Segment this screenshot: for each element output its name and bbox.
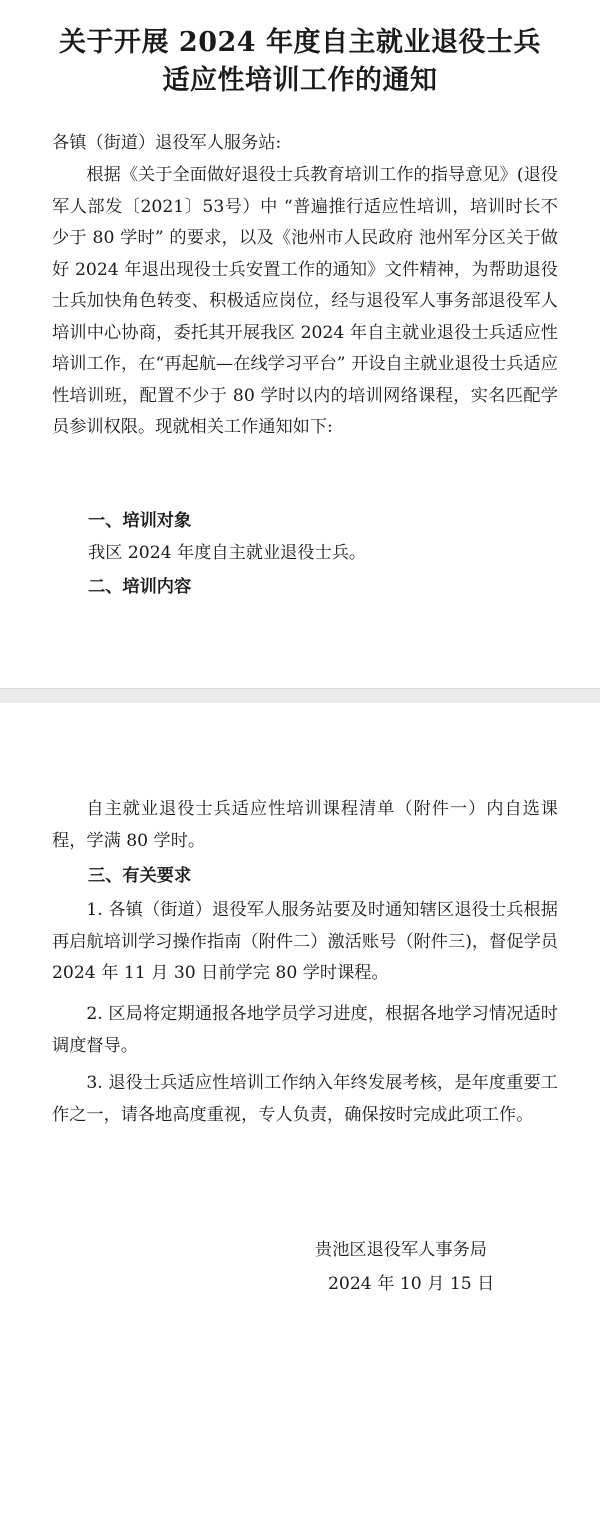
intro-paragraph: 根据《关于全面做好退役士兵教育培训工作的指导意见》(退役军人部发〔2021〕53号）中 “普遍推行适应性培训，培训时长不少于 80 学时” 的要求，以及《池州市人民政府 池州军分区关于做好 2024 年退出现役士兵安置工作的通知》文件精神，为帮助退役士兵加快角色转变、积极适应岗位，经与退役军人事务部退役军人培训中心协商，委托其开展我区 2024 年自主就业退役士兵适应性培训工作，在“再起航—在线学习平台” 开设自主就业退役士兵适应性培训班，配置不少于 80 学时以内的培训网络课程，实名匹配学员参训权限。现就相关工作通知如下: (52, 165, 558, 437)
requirement-item-2: 2. 区局将定期通报各地学员学习进度，根据各地学习情况适时调度督导。 (52, 1004, 558, 1056)
salutation: 各镇（街道）退役军人服务站: (52, 133, 282, 153)
section-3-heading: 三、有关要求 (88, 866, 192, 886)
title-line-2: 适应性培训工作的通知 (162, 65, 438, 96)
section-1-content: 我区 2024 年度自主就业退役士兵。 (88, 543, 367, 563)
signature-date: 2024 年 10 月 15 日 (328, 1274, 495, 1294)
requirement-item-1: 1. 各镇（街道）退役军人服务站要及时通知辖区退役士兵根据再启航培训学习操作指南（附件二）激活账号（附件三)，督促学员 2024 年 11 月 30 日前学完 80 学时课程。 (52, 900, 558, 983)
section-2-content: 自主就业退役士兵适应性培训课程清单（附件一）内自选课程，学满 80 学时。 (52, 799, 558, 851)
section-1-heading: 一、培训对象 (88, 511, 192, 531)
title-line-1: 关于开展 2024 年度自主就业退役士兵 (59, 27, 541, 58)
section-2-heading: 二、培训内容 (88, 577, 192, 597)
requirement-item-3: 3. 退役士兵适应性培训工作纳入年终发展考核，是年度重要工作之一，请各地高度重视，专人负责，确保按时完成此项工作。 (52, 1073, 558, 1125)
signature-organization: 贵池区退役军人事务局 (315, 1240, 487, 1260)
document-page-2 (0, 703, 600, 1531)
document-page-1 (0, 0, 600, 688)
page-separator (0, 688, 600, 704)
